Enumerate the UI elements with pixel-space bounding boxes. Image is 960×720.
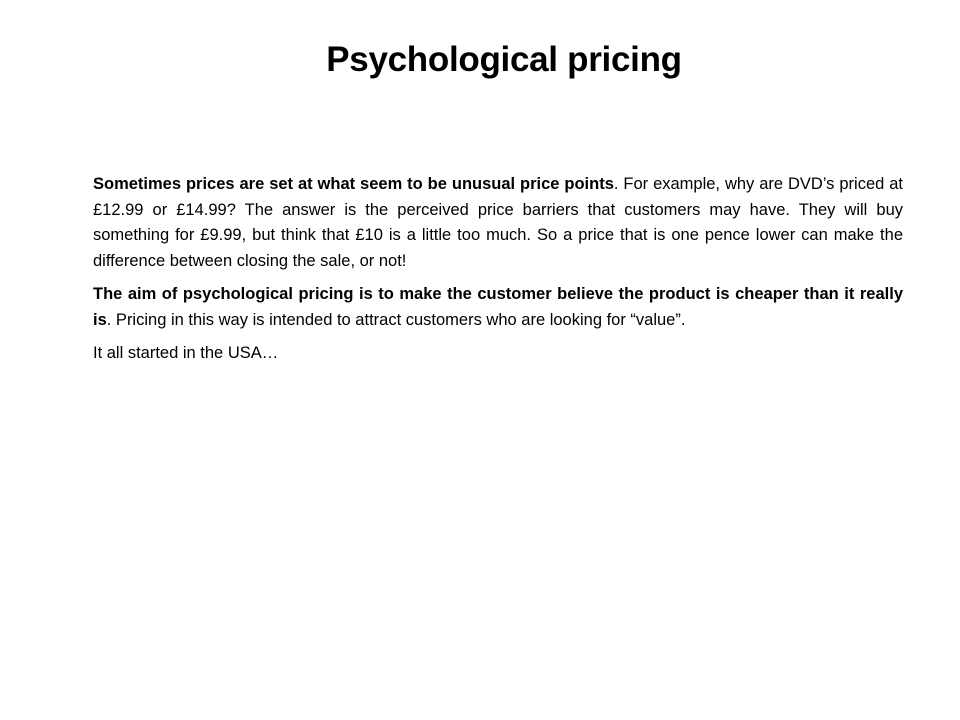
paragraph-text: It all started in the USA… — [93, 344, 279, 362]
slide-body — [93, 172, 903, 375]
paragraph-price-points — [93, 172, 903, 274]
paragraph-text: . Pricing in this way is intended to attract customers who are looking for “value”. — [106, 310, 686, 329]
paragraph-lead: Sometimes prices are set at what seem to be unusual price points — [93, 175, 614, 193]
paragraph-lead: The aim of psychological pricing is to make the customer believe the product is cheaper than it really is — [93, 285, 903, 329]
slide-title: Psychological pricing — [326, 40, 682, 79]
paragraph-usa — [93, 341, 903, 367]
paragraph-aim — [93, 282, 903, 333]
paragraph-text: . For example, why are DVD’s priced at £12.99 or £14.99? The answer is the perceived price barriers that customers may have. They will buy something for £9.99, but think that £10 is a little too much. So a price that is one pence lower can make the difference between closing the sale, or not! — [93, 175, 903, 270]
